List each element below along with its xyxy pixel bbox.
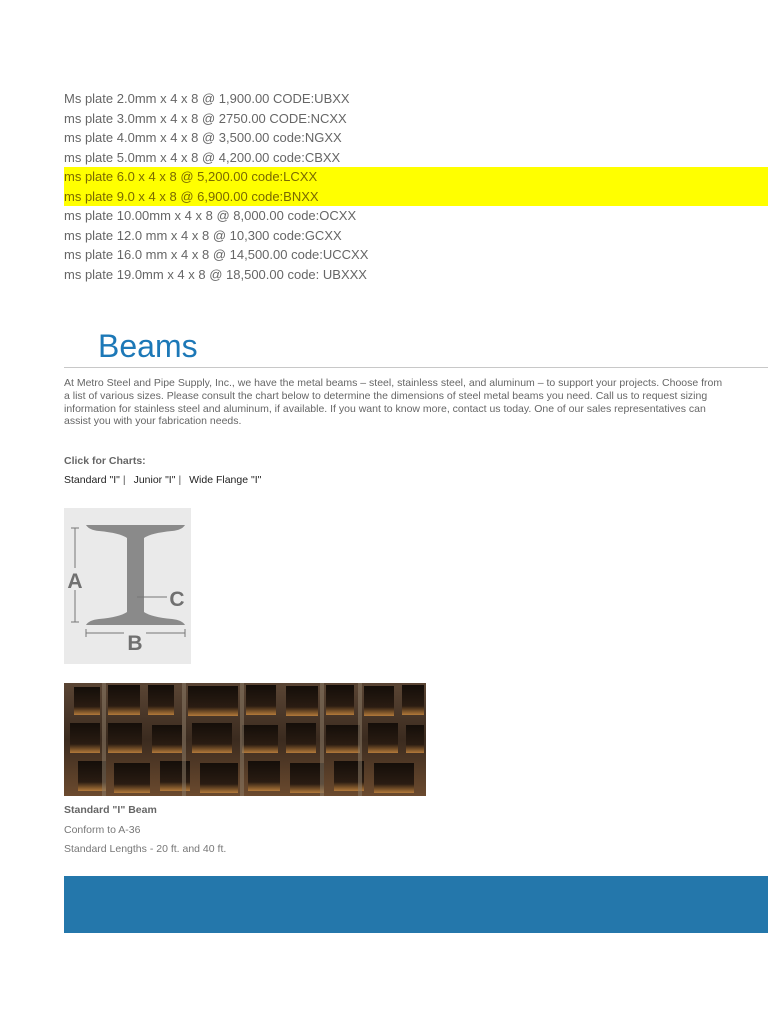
intro-line-3: information for stainless steel and aluminum, if available. If you want to know more, contact us today. One of our sales representatives can <box>64 402 706 415</box>
plate-row-1: Ms plate 2.0mm x 4 x 8 @ 1,900.00 CODE:UBXX <box>64 91 350 106</box>
junior-i-chart-link[interactable]: Junior "I" <box>133 474 176 486</box>
plate-row-10: ms plate 19.0mm x 4 x 8 @ 18,500.00 code: UBXXX <box>64 266 367 282</box>
wide-flange-i-chart-link[interactable]: Wide Flange "I" <box>189 474 262 486</box>
plate-row-9: ms plate 16.0 mm x 4 x 8 @ 14,500.00 code:UCCXX <box>64 247 369 262</box>
link-separator: | <box>122 474 126 486</box>
footer-banner <box>64 876 768 933</box>
plate-row-6-highlighted: ms plate 9.0 x 4 x 8 @ 6,900.00 code:BNXX <box>64 187 768 207</box>
intro-line-4: assist you with your fabrication needs. <box>64 415 242 428</box>
plate-price-list <box>64 89 768 284</box>
spec-lengths: Standard Lengths - 20 ft. and 40 ft. <box>64 843 227 855</box>
beams-intro <box>64 377 768 428</box>
steel-beams-image <box>64 683 426 796</box>
plate-row-8: ms plate 12.0 mm x 4 x 8 @ 10,300 code:GCXX <box>64 227 342 243</box>
plate-row-5-highlighted: ms plate 6.0 x 4 x 8 @ 5,200.00 code:LCXX <box>64 167 768 187</box>
intro-line-1: At Metro Steel and Pipe Supply, Inc., we have the metal beams – steel, stainless steel, and aluminum – to support your projects. Choose from <box>64 377 723 389</box>
plate-row-3: ms plate 4.0mm x 4 x 8 @ 3,500.00 code:NGXX <box>64 130 342 145</box>
dimension-label-c: C <box>169 588 185 611</box>
spec-conformance: Conform to A-36 <box>64 824 141 836</box>
beams-heading: Beams <box>98 328 198 364</box>
dimension-label-b: B <box>127 632 143 655</box>
plate-row-2: ms plate 3.0mm x 4 x 8 @ 2750.00 CODE:NCXX <box>64 110 347 126</box>
intro-line-2: a list of various sizes. Please consult the chart below to determine the dimensions of steel metal beams you need. Call us to request sizing <box>64 389 708 402</box>
stacked-beams-photo <box>64 683 426 796</box>
dimension-label-a: A <box>67 570 83 593</box>
standard-i-chart-link[interactable]: Standard "I" <box>64 474 120 486</box>
beam-caption: Standard "I" Beam <box>64 804 157 816</box>
link-separator: | <box>178 474 182 486</box>
plate-row-7: ms plate 10.00mm x 4 x 8 @ 8,000.00 code:OCXX <box>64 208 357 223</box>
chart-links <box>64 474 261 486</box>
charts-label: Click for Charts: <box>64 455 146 467</box>
i-beam-diagram-icon <box>64 508 191 664</box>
heading-divider <box>64 367 768 368</box>
plate-row-4: ms plate 5.0mm x 4 x 8 @ 4,200.00 code:CBXX <box>64 149 341 165</box>
i-beam-dimension-diagram <box>64 508 191 664</box>
